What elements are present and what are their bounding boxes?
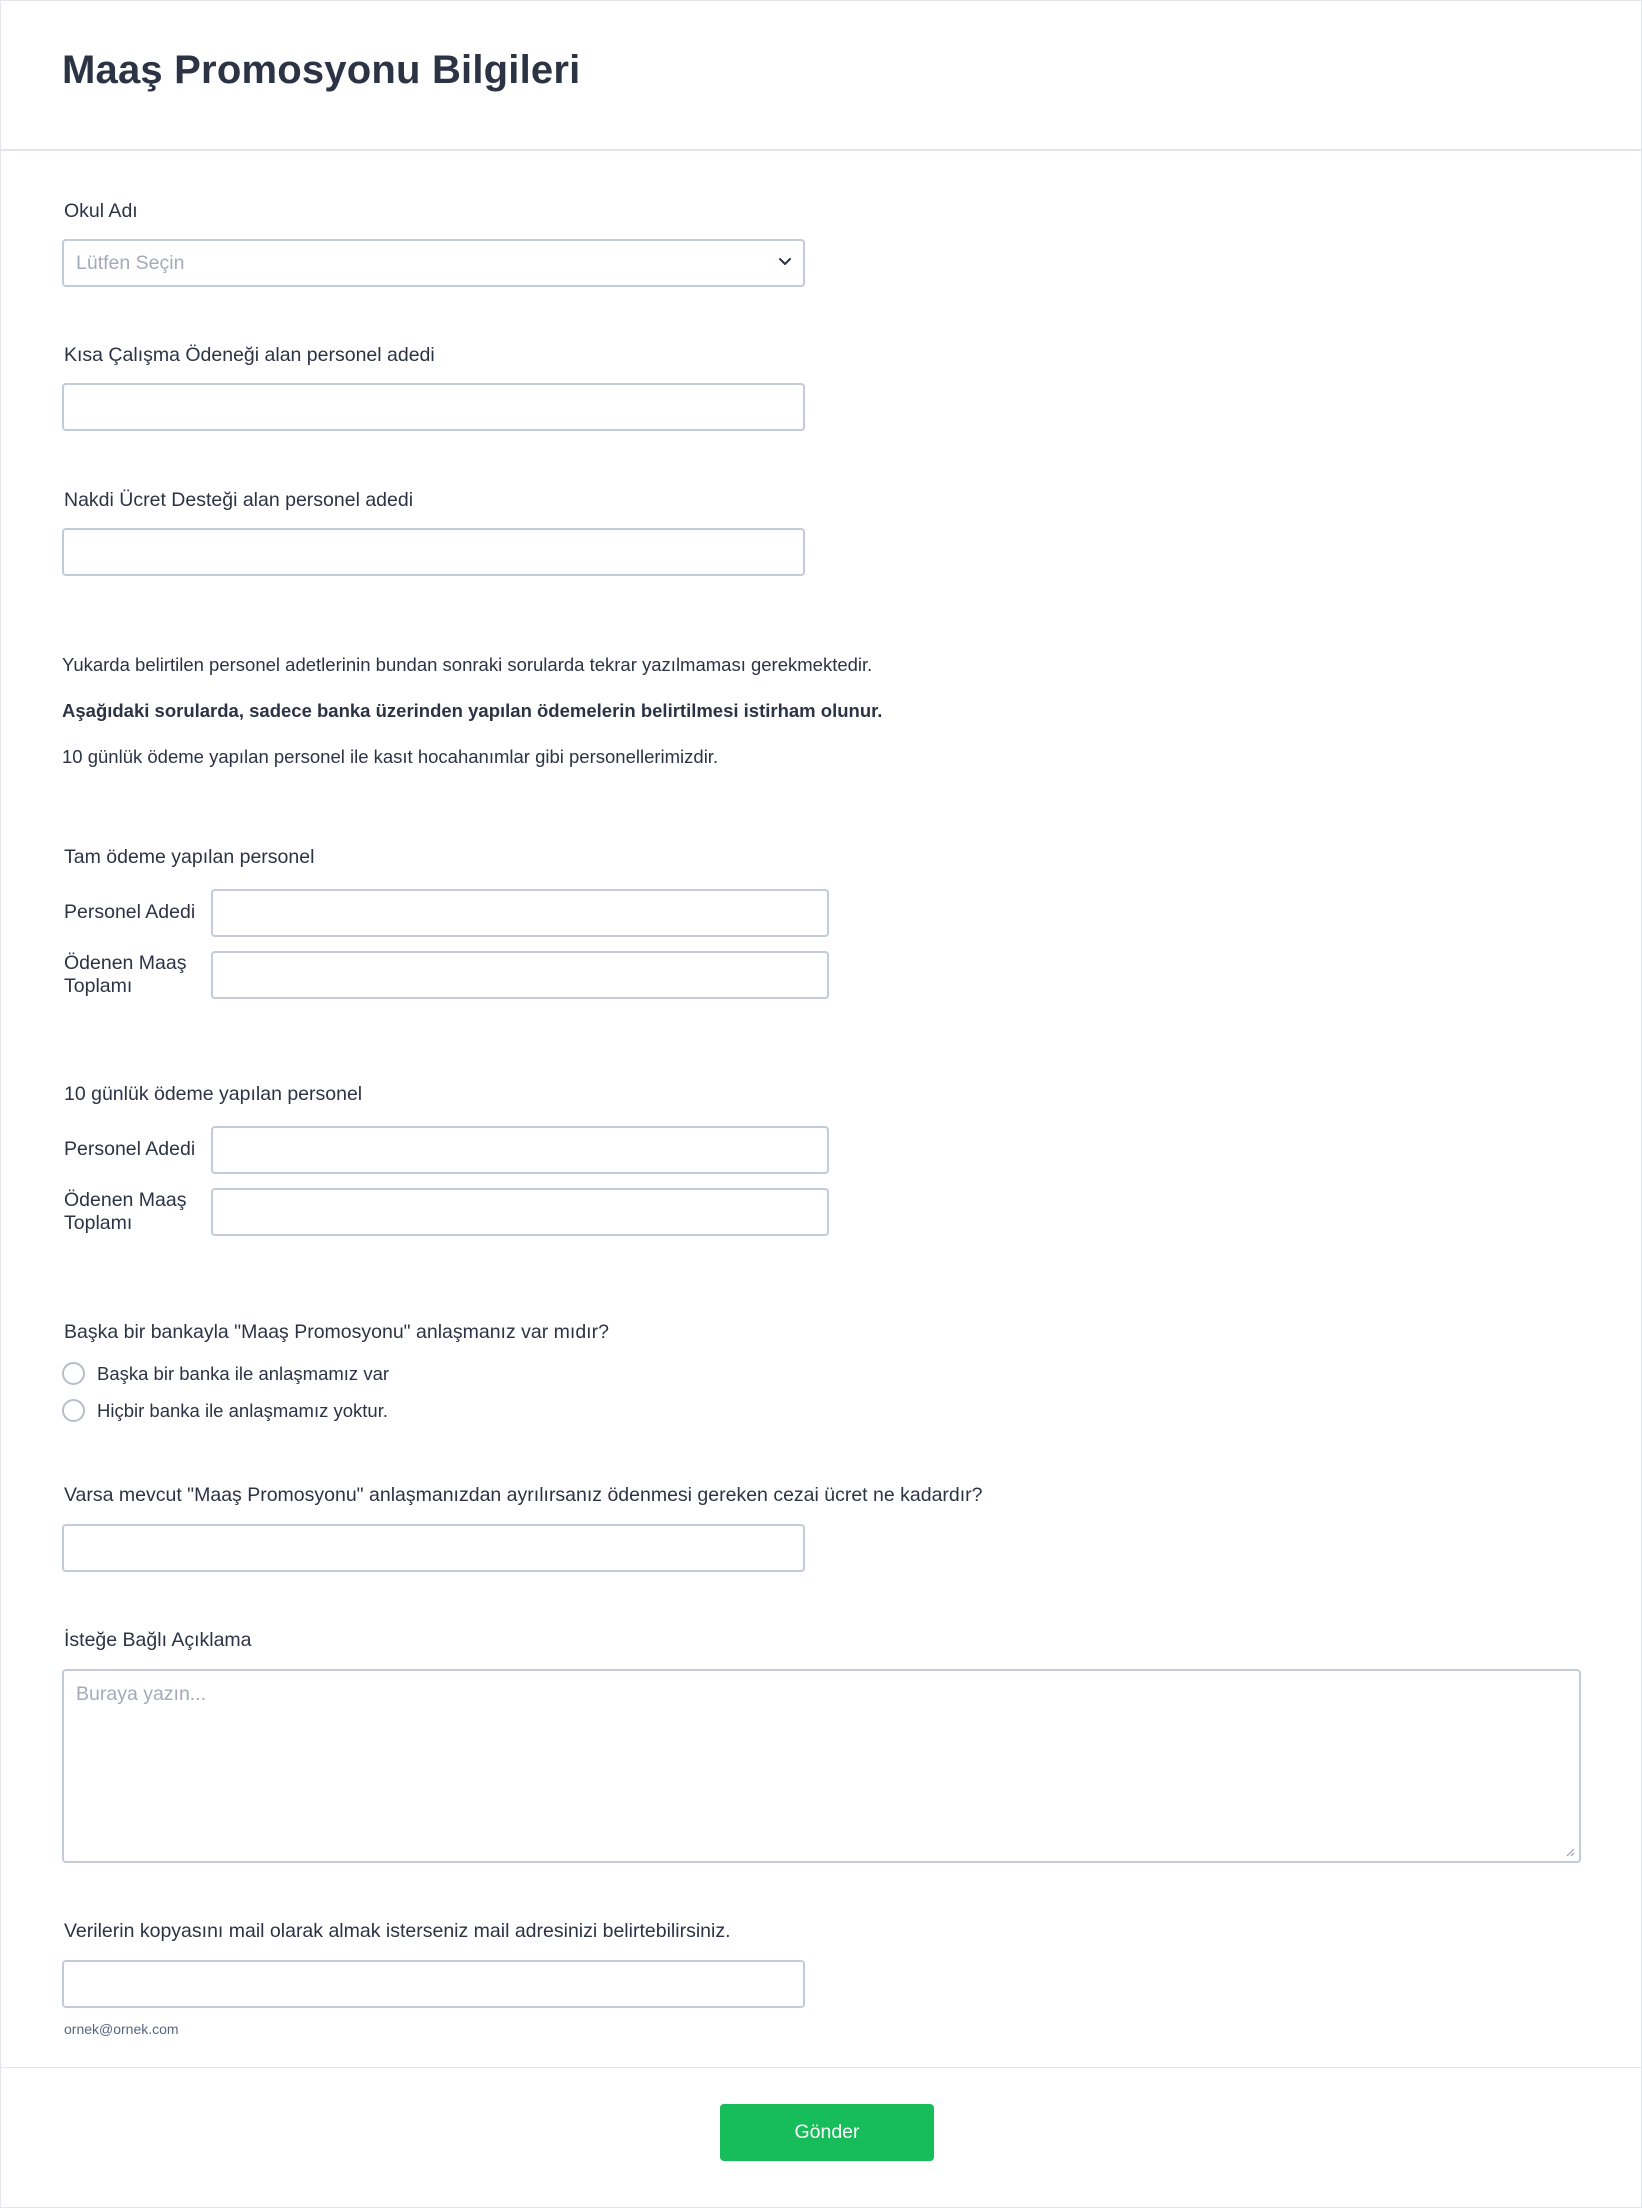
note-text: 10 günlük ödeme yapılan personel ile kasıt hocahanımlar gibi personellerimizdir. [62, 746, 719, 767]
full-pay-total-input[interactable] [211, 951, 829, 999]
submit-button[interactable]: Gönder [720, 2104, 934, 2161]
optional-note-label: İsteğe Bağlı Açıklama [64, 1629, 252, 1651]
note-text: Yukarda belirtilen personel adetlerinin bundan sonraki sorularda tekrar yazılmaması gerekmektedir. [62, 654, 873, 675]
other-bank-label: Başka bir bankayla "Maaş Promosyonu" anlaşmanız var mıdır? [64, 1321, 609, 1343]
ten-day-pay-title: 10 günlük ödeme yapılan personel [64, 1083, 363, 1105]
short-work-label: Kısa Çalışma Ödeneği alan personel adedi [64, 344, 435, 366]
other-bank-option-label[interactable]: Hiçbir banka ile anlaşmamız yoktur. [97, 1400, 388, 1421]
optional-note-textarea[interactable] [62, 1669, 1581, 1863]
full-pay-total-label-line2: Toplamı [64, 975, 133, 997]
school-label: Okul Adı [64, 200, 138, 222]
other-bank-option-label[interactable]: Başka bir banka ile anlaşmamız var [97, 1363, 390, 1384]
cash-support-count-input[interactable] [62, 528, 805, 576]
form-header [0, 0, 1642, 151]
form-footer [0, 2067, 1642, 2209]
full-pay-total-label-line1: Ödenen Maaş [64, 952, 187, 974]
other-bank-radio-no[interactable] [62, 1399, 85, 1422]
chevron-down-icon [777, 253, 793, 269]
page-title: Maaş Promosyonu Bilgileri [62, 48, 581, 92]
ten-day-pay-total-input[interactable] [211, 1188, 829, 1236]
note-text-bold: Aşağıdaki sorularda, sadece banka üzerinden yapılan ödemelerin belirtilmesi istirham olunur. [62, 700, 883, 721]
optional-note-placeholder: Buraya yazın... [76, 1683, 207, 1705]
email-label: Verilerin kopyasını mail olarak almak isterseniz mail adresinizi belirtebilirsiniz. [64, 1920, 731, 1942]
short-work-count-input[interactable] [62, 383, 805, 431]
penalty-input[interactable] [62, 1524, 805, 1572]
email-hint: ornek@ornek.com [64, 2021, 179, 2037]
cash-support-label: Nakdi Ücret Desteği alan personel adedi [64, 489, 414, 511]
full-pay-title: Tam ödeme yapılan personel [64, 846, 315, 868]
full-pay-count-label: Personel Adedi [64, 901, 196, 923]
penalty-label: Varsa mevcut "Maaş Promosyonu" anlaşmanızdan ayrılırsanız ödenmesi gereken cezai ücret ne kadardır? [64, 1484, 983, 1506]
full-pay-count-input[interactable] [211, 889, 829, 937]
other-bank-radio-yes[interactable] [62, 1362, 85, 1385]
ten-day-pay-total-label-line1: Ödenen Maaş [64, 1189, 187, 1211]
full-pay-total-label [64, 952, 187, 998]
school-select-value: Lütfen Seçin [76, 252, 185, 274]
ten-day-pay-total-label [64, 1189, 187, 1235]
ten-day-pay-count-label: Personel Adedi [64, 1138, 196, 1160]
resize-handle-icon[interactable] [1565, 1847, 1575, 1857]
email-input[interactable] [62, 1960, 805, 2008]
ten-day-pay-count-input[interactable] [211, 1126, 829, 1174]
school-select[interactable] [62, 239, 805, 287]
ten-day-pay-total-label-line2: Toplamı [64, 1212, 133, 1234]
